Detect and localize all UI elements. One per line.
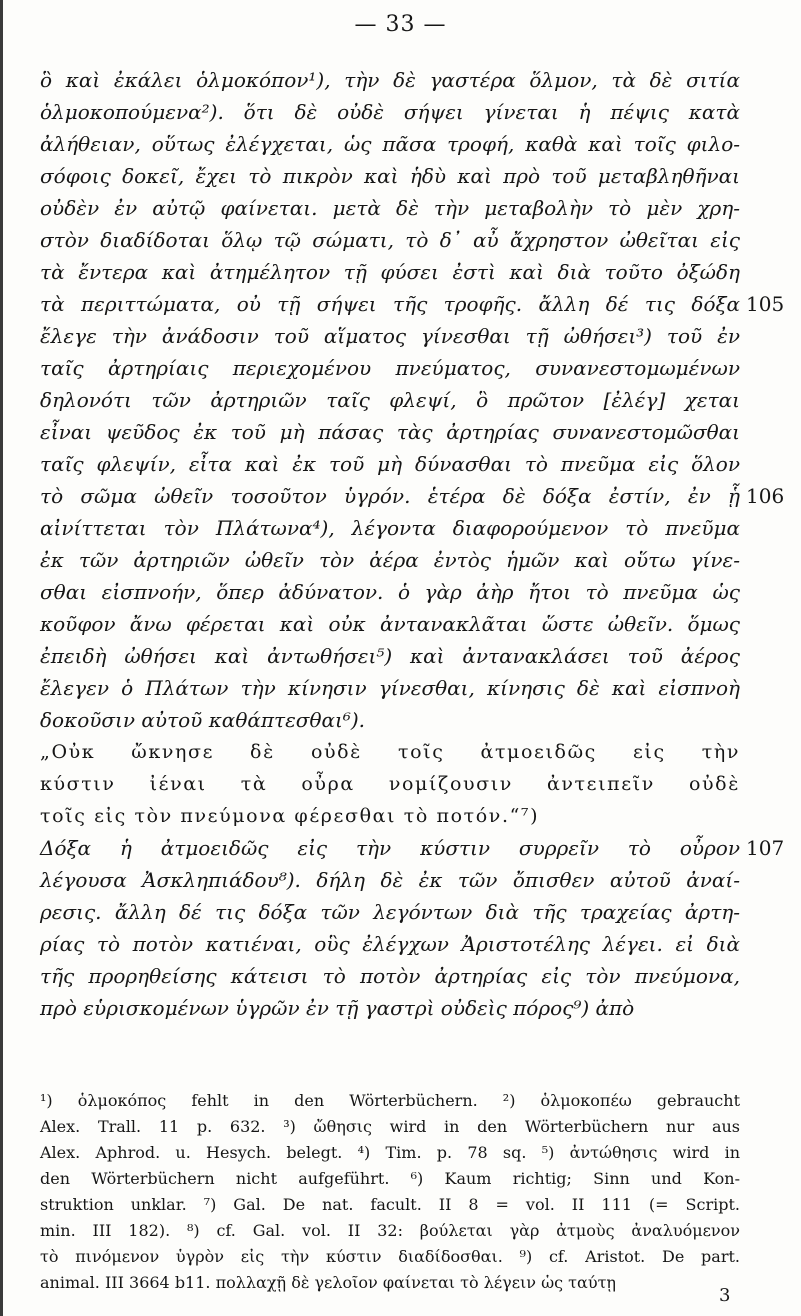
text-line (40, 768, 740, 800)
line-text: τῆς προρηθείσης κάτεισι τὸ ποτὸν ἀρτηρίας εἰς τὸν πνεύμονα, (40, 964, 740, 988)
text-line (40, 576, 740, 608)
text-line (40, 128, 740, 160)
text-line (40, 800, 740, 832)
page-edge (0, 0, 3, 1316)
line-text: ἀλήθειαν, οὕτως ἐλέγχεται, ὡς πᾶσα τροφή, καθὰ καὶ τοῖς φιλο- (40, 132, 740, 156)
text-line (40, 160, 740, 192)
line-text: στὸν διαδίδοται ὅλῳ τῷ σώματι, τὸ δ᾽ αὖ ἄχρηστον ὠθεῖται εἰς (40, 228, 740, 252)
page-number: — 33 — (354, 12, 447, 37)
line-text: κοῦφον ἄνω φέρεται καὶ οὐκ ἀντανακλᾶται ὥστε ὠθεῖν. ὅμως (40, 612, 740, 636)
line-text: πρὸ εὑρισκομένων ὑγρῶν ἐν τῇ γαστρὶ οὐδεὶς πόρος⁹) ἀπὸ (40, 996, 635, 1020)
text-line (40, 320, 740, 352)
text-line (40, 928, 740, 960)
text-line (40, 736, 740, 768)
text-line (40, 448, 740, 480)
text-line (40, 640, 740, 672)
footnote-line: τὸ πινόμενον ὑγρὸν εἰς τὴν κύστιν διαδίδοσθαι. ⁹) cf. Aristot. De part. (40, 1247, 740, 1266)
footnote-line: animal. III 3664 b11. πολλαχῇ δὲ γελοῖον φαίνεται τὸ λέγειν ὡς ταύτῃ (40, 1273, 616, 1292)
line-text: τοῖς εἰς τὸν πνεύμονα φέρεσθαι τὸ ποτόν.“⁷) (40, 805, 540, 827)
line-text: ἔλεγεν ὁ Πλάτων τὴν κίνησιν γίνεσθαι, κίνησις δὲ καὶ εἰσπνοὴ (40, 676, 740, 700)
text-line (40, 64, 740, 96)
line-text: ἔλεγε τὴν ἀνάδοσιν τοῦ αἵματος γίνεσθαι τῇ ὠθήσει³) τοῦ ἐν (40, 324, 740, 348)
line-text: ἐπειδὴ ὠθήσει καὶ ἀντωθήσει⁵) καὶ ἀντανακλάσει τοῦ ἀέρος (40, 644, 740, 668)
footnote-line: struktion unklar. ⁷) Gal. De nat. facult. II 8 = vol. II 111 (= Script. (40, 1195, 740, 1214)
text-line (40, 480, 785, 512)
text-line (40, 256, 740, 288)
main-text (40, 64, 785, 1024)
text-line (40, 864, 740, 896)
line-text: ρεσις. ἄλλη δέ τις δόξα τῶν λεγόντων διὰ τῆς τραχείας ἀρτη- (40, 900, 740, 924)
text-line (40, 192, 740, 224)
text-line (40, 288, 785, 320)
text-line (40, 992, 740, 1024)
line-text: δηλονότι τῶν ἀρτηριῶν ταῖς φλεψί, ὃ πρῶτον [ἐλέγ] χεται (40, 388, 740, 412)
footnote-line: min. III 182). ⁸) cf. Gal. vol. II 32: βούλεται γὰρ ἀτμοὺς ἀναλυόμενον (40, 1221, 740, 1240)
line-text: ἐκ τῶν ἀρτηριῶν ὠθεῖν τὸν ἀέρα ἐντὸς ἡμῶν καὶ οὕτω γίνε- (40, 548, 740, 572)
margin-line-number: 105 (746, 292, 785, 316)
margin-line-number: 107 (746, 836, 785, 860)
signature-mark: 3 (719, 1285, 731, 1306)
footnote-line: Alex. Aphrod. u. Hesych. belegt. ⁴) Tim. p. 78 sq. ⁵) ἀντώθησις wird in (40, 1143, 740, 1162)
line-text: ταῖς ἀρτηρίαις περιεχομένου πνεύματος, συνανεστομωμένων (40, 356, 740, 380)
line-text: οὐδὲν ἐν αὐτῷ φαίνεται. μετὰ δὲ τὴν μεταβολὴν τὸ μὲν χρη- (40, 196, 740, 220)
line-text: αἰνίττεται τὸν Πλάτωνα⁴), λέγοντα διαφορούμενον τὸ πνεῦμα (40, 516, 740, 540)
line-text: Δόξα ἡ ἀτμοειδῶς εἰς τὴν κύστιν συρρεῖν τὸ οὖρον (40, 836, 740, 860)
text-line (40, 224, 740, 256)
line-text: ὃ καὶ ἐκάλει ὁλμοκόπον¹), τὴν δὲ γαστέρα ὅλμον, τὰ δὲ σιτία (40, 68, 740, 92)
text-line (40, 384, 740, 416)
line-text: δοκοῦσιν αὐτοῦ καθάπτεσθαι⁶). (40, 708, 366, 732)
line-text: σθαι εἰσπνοήν, ὅπερ ἀδύνατον. ὁ γὰρ ἀὴρ ἤτοι τὸ πνεῦμα ὡς (40, 580, 740, 604)
footnote-line: ¹) ὁλμοκόπος fehlt in den Wörterbüchern. ²) ὁλμοκοπέω gebraucht (40, 1091, 740, 1110)
line-text: τὰ ἔντερα καὶ ἀτημέλητον τῇ φύσει ἐστὶ καὶ διὰ τοῦτο ὀξώδη (40, 260, 740, 284)
line-text: εἶναι ψεῦδος ἐκ τοῦ μὴ πάσας τὰς ἀρτηρίας συνανεστομῶσθαι (40, 420, 740, 444)
line-text: λέγουσα Ἀσκληπιάδου⁸). δήλη δὲ ἐκ τῶν ὄπισθεν αὐτοῦ ἀναί- (40, 868, 740, 892)
line-text: τὰ περιττώματα, οὐ τῇ σήψει τῆς τροφῆς. ἄλλη δέ τις δόξα (40, 292, 740, 316)
line-text: τὸ σῶμα ὠθεῖν τοσοῦτον ὑγρόν. ἑτέρα δὲ δόξα ἐστίν, ἐν ᾗ (40, 484, 740, 508)
footnotes (40, 1088, 740, 1296)
footnote-line: Alex. Trall. 11 p. 632. ³) ὤθησις wird in den Wörterbüchern nur aus (40, 1117, 740, 1136)
line-text: σόφοις δοκεῖ, ἔχει τὸ πικρὸν καὶ ἡδὺ καὶ πρὸ τοῦ μεταβληθῆναι (40, 164, 740, 188)
line-text: κύστιν ἰέναι τὰ οὖρα νομίζουσιν ἀντειπεῖν οὐδὲ (40, 773, 740, 795)
text-line (40, 512, 740, 544)
text-line (40, 352, 740, 384)
footnote-line: den Wörterbüchern nicht aufgeführt. ⁶) Kaum richtig; Sinn und Kon- (40, 1169, 740, 1188)
text-line (40, 544, 740, 576)
line-text: ὁλμοκοπούμενα²). ὅτι δὲ οὐδὲ σήψει γίνεται ἡ πέψις κατὰ (40, 100, 740, 124)
text-line (40, 704, 740, 736)
text-line (40, 896, 740, 928)
text-line (40, 672, 740, 704)
text-line (40, 416, 740, 448)
margin-line-number: 106 (746, 484, 785, 508)
text-line (40, 608, 740, 640)
page-header (0, 12, 801, 37)
text-line (40, 96, 740, 128)
line-text: ταῖς φλεψίν, εἶτα καὶ ἐκ τοῦ μὴ δύνασθαι τὸ πνεῦμα εἰς ὅλον (40, 452, 740, 476)
text-line (40, 960, 740, 992)
text-line (40, 832, 785, 864)
line-text: „Οὐκ ὤκνησε δὲ οὐδὲ τοῖς ἀτμοειδῶς εἰς τὴν (40, 741, 740, 763)
line-text: ρίας τὸ ποτὸν κατιέναι, οὓς ἐλέγχων Ἀριστοτέλης λέγει. εἰ διὰ (40, 932, 740, 956)
